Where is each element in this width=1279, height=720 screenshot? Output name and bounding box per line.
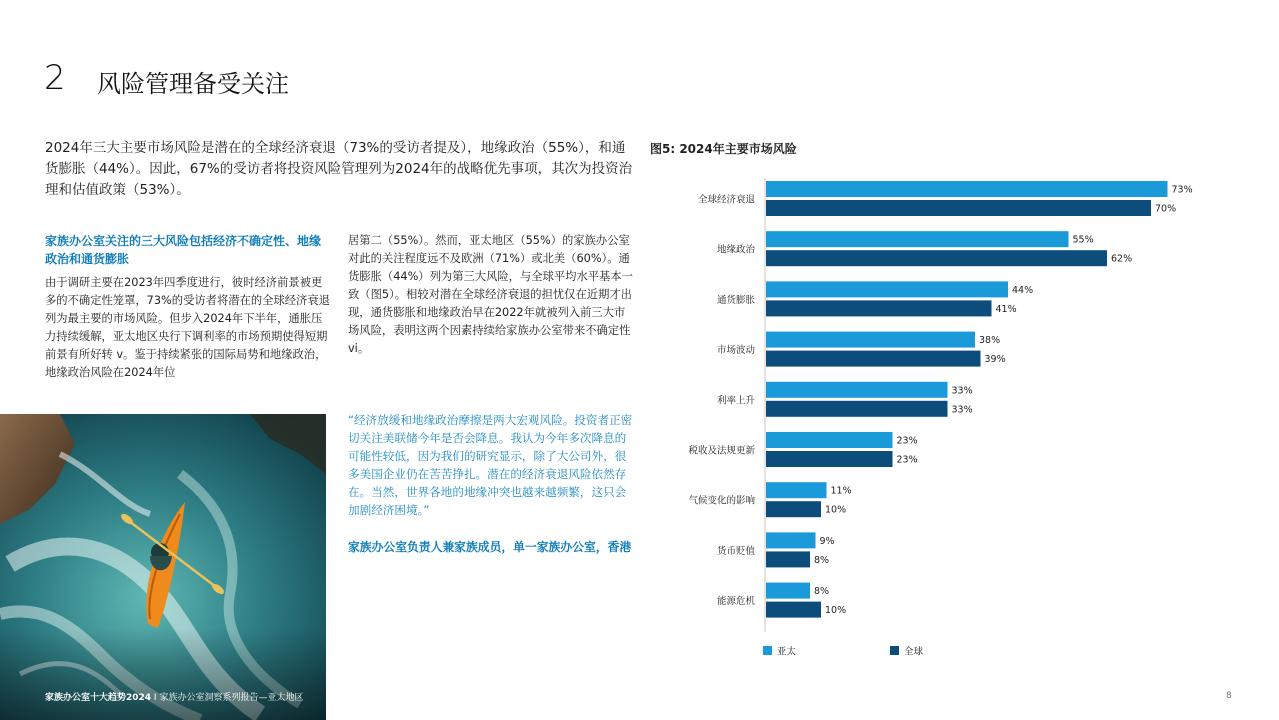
data-label: 38%	[979, 335, 1001, 347]
bar-apac	[766, 332, 975, 348]
bar-global	[766, 451, 893, 467]
data-label: 33%	[951, 404, 973, 416]
category-label: 通货膨胀	[716, 294, 755, 306]
bar-apac	[766, 382, 948, 398]
bar-global	[766, 200, 1151, 216]
data-label: 70%	[1155, 203, 1177, 215]
bar-apac	[766, 281, 1008, 297]
category-label: 能源危机	[716, 596, 755, 608]
data-label: 41%	[995, 303, 1017, 315]
bar-apac	[766, 482, 827, 498]
category-label: 全球经济衰退	[697, 194, 755, 206]
page-title: 风险管理备受关注	[97, 70, 289, 98]
legend-label: 亚太	[777, 646, 797, 658]
legend-swatch	[890, 646, 899, 655]
data-label: 8%	[814, 586, 830, 598]
bar-global	[766, 250, 1107, 266]
quote-text: “经济放缓和地缘政治摩擦是两大宏观风险。投资者正密切关注美联储今年是否会降息。我认为今年多次降息的可能性较低，因为我们的研究显示，除了大公司外，很多美国企业仍在苦苦挣扎。潜在的经济衰退风险依然存在。当然，世界各地的地缘冲突也越来越频繁，这只会加剧经济困境。”	[348, 413, 633, 517]
bar-global	[766, 602, 821, 618]
right-column	[348, 232, 633, 358]
left-column	[45, 232, 330, 382]
bar-global	[766, 351, 981, 367]
category-label: 市场波动	[716, 345, 755, 357]
data-label: 9%	[819, 535, 835, 547]
category-label: 税收及法规更新	[688, 445, 755, 457]
bar-apac	[766, 231, 1069, 247]
legend-swatch	[763, 646, 772, 655]
footer-separator: I	[151, 693, 160, 703]
footer-report-title	[45, 690, 303, 703]
kayak-photo	[0, 414, 326, 720]
page-number: 8	[1226, 691, 1232, 701]
legend-label: 全球	[904, 646, 924, 658]
data-label: 23%	[896, 435, 918, 447]
bar-global	[766, 501, 821, 517]
category-label: 气候变化的影响	[688, 495, 755, 507]
bar-apac	[766, 583, 810, 599]
left-column-body: 由于调研主要在2023年四季度进行，彼时经济前景被更多的不确定性笼罩，73%的受访者将潜在的全球经济衰退列为最主要的市场风险。但步入2024年下半年，通胀压力持续缓解，亚太地区央行下调利率的市场预期使得短期前景有所好转 v。鉴于持续紧张的国际局势和地缘政治，地缘政治风险在2024年位	[45, 276, 330, 379]
data-label: 62%	[1111, 253, 1133, 265]
footer-series: 家族办公室洞察系列报告—亚太地区	[159, 693, 304, 703]
category-label: 利率上升	[716, 395, 755, 407]
chart-title: 图5: 2024年主要市场风险	[650, 142, 797, 156]
data-label: 11%	[830, 485, 852, 497]
market-risk-bar-chart	[650, 170, 1250, 670]
intro-paragraph: 2024年三大主要市场风险是潜在的全球经济衰退（73%的受访者提及），地缘政治（55%），和通货膨胀（44%）。因此，67%的受访者将投资风险管理列为2024年的战略优先事项，其次为投资治理和估值政策（53%）。	[45, 140, 633, 198]
right-column-body: 居第二（55%）。然而，亚太地区（55%）的家族办公室对此的关注程度远不及欧洲（71%）或北美（60%）。通货膨胀（44%）列为第三大风险，与全球平均水平基本一致（图5）。相较对潜在全球经济衰退的担忧仅在近期才出现，通货膨胀和地缘政治早在2022年就被列入前三大市场风险，表明这两个因素持续给家族办公室带来不确定性 vi。	[348, 234, 633, 355]
bar-apac	[766, 532, 816, 548]
bar-apac	[766, 432, 893, 448]
data-label: 10%	[825, 504, 847, 516]
data-label: 55%	[1072, 234, 1094, 246]
bar-global	[766, 401, 948, 417]
data-label: 39%	[984, 354, 1006, 366]
data-label: 23%	[896, 454, 918, 466]
section-number: 2	[44, 58, 66, 98]
data-label: 44%	[1012, 284, 1034, 296]
category-label: 货币贬值	[716, 545, 755, 557]
footer-report-name: 家族办公室十大趋势2024	[45, 693, 152, 703]
category-label: 地缘政治	[716, 244, 755, 256]
bar-apac	[766, 181, 1168, 197]
bar-global	[766, 551, 810, 567]
data-label: 73%	[1171, 184, 1193, 196]
data-label: 10%	[825, 605, 847, 617]
data-label: 8%	[814, 554, 830, 566]
quote-attribution: 家族办公室负责人兼家族成员，单一家族办公室，香港	[348, 540, 632, 554]
data-label: 33%	[951, 385, 973, 397]
left-column-heading: 家族办公室关注的三大风险包括经济不确定性、地缘政治和通货膨胀	[45, 234, 322, 266]
bar-global	[766, 300, 992, 316]
